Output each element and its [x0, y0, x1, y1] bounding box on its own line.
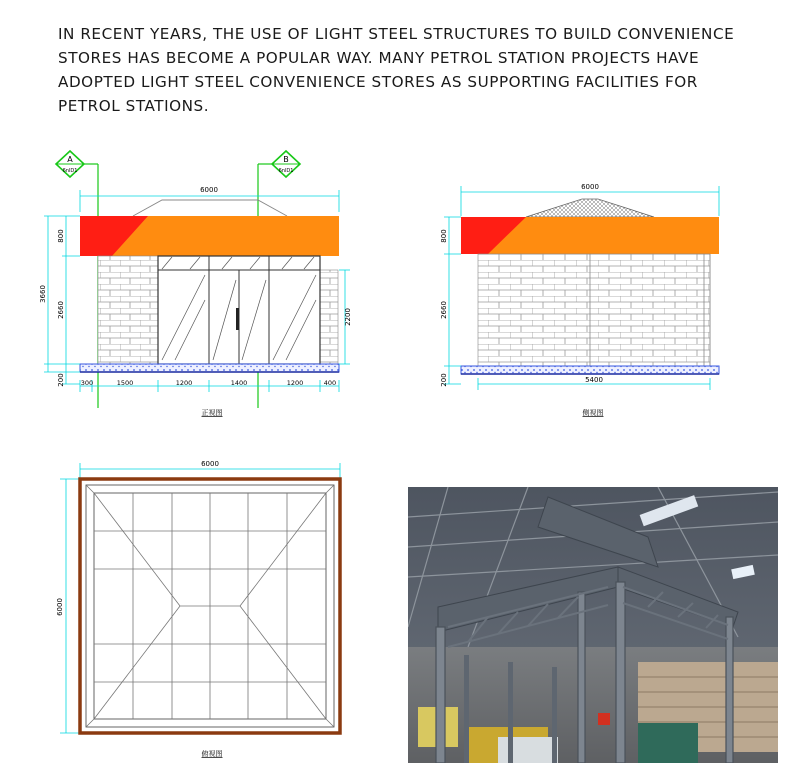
front-dim-1400: 1400: [230, 379, 248, 387]
plan-view-caption: 俯视图: [201, 750, 223, 758]
side-base-height: 200: [440, 373, 448, 387]
front-dim-300: 300: [80, 379, 94, 387]
front-door-height: 2200: [344, 308, 352, 326]
front-left-brick-wall: [98, 256, 158, 364]
intro-line-1: IN RECENT YEARS, THE USE OF LIGHT STEEL STRUCTURES TO BUILD CONVENIENCE: [58, 25, 735, 43]
section-a-label: A: [67, 155, 73, 164]
intro-line-2: STORES HAS BECOME A POPULAR WAY. MANY PETROL STATION PROJECTS HAVE: [58, 49, 700, 67]
front-wall-height: 2660: [57, 301, 65, 319]
intro-line-4: PETROL STATIONS.: [58, 97, 210, 115]
side-view-caption: 侧视图: [582, 409, 604, 417]
front-width-label: 6000: [200, 186, 218, 194]
plan-depth-label: 6000: [56, 598, 64, 616]
side-width-label: 6000: [581, 183, 599, 191]
section-b-sub: 6nlD1: [278, 168, 294, 174]
steel-frame-photo-illustration: [408, 487, 778, 763]
front-base-height: 200: [57, 373, 65, 387]
side-roof-gable: [526, 199, 654, 217]
front-total-height: 3660: [39, 285, 47, 303]
front-fascia-height: 800: [57, 229, 65, 243]
front-glass-storefront: [158, 256, 320, 364]
side-elevation-drawing: [400, 140, 800, 430]
front-elevation-drawing: [0, 140, 400, 430]
front-dim-1200b: 1200: [286, 379, 304, 387]
plan-width-label: 6000: [201, 460, 219, 468]
side-wall-height: 2660: [440, 301, 448, 319]
side-brick-wall: [478, 254, 710, 366]
intro-paragraph: [58, 22, 778, 118]
roof-plan-drawing: [0, 455, 400, 763]
front-dim-1500: 1500: [116, 379, 134, 387]
side-fascia-height: 800: [440, 229, 448, 243]
section-b-label: B: [283, 155, 289, 164]
steel-frame-photo: [408, 487, 778, 763]
side-base-slab: [461, 366, 719, 374]
side-base-width: 5400: [585, 376, 603, 384]
front-dim-1200a: 1200: [175, 379, 193, 387]
front-view-caption: 正视图: [201, 409, 223, 417]
intro-line-3: ADOPTED LIGHT STEEL CONVENIENCE STORES AS SUPPORTING FACILITIES FOR: [58, 73, 698, 91]
front-base-slab: [80, 364, 339, 372]
front-dim-400: 400: [323, 379, 337, 387]
section-a-sub: 6nlD1: [62, 168, 78, 174]
